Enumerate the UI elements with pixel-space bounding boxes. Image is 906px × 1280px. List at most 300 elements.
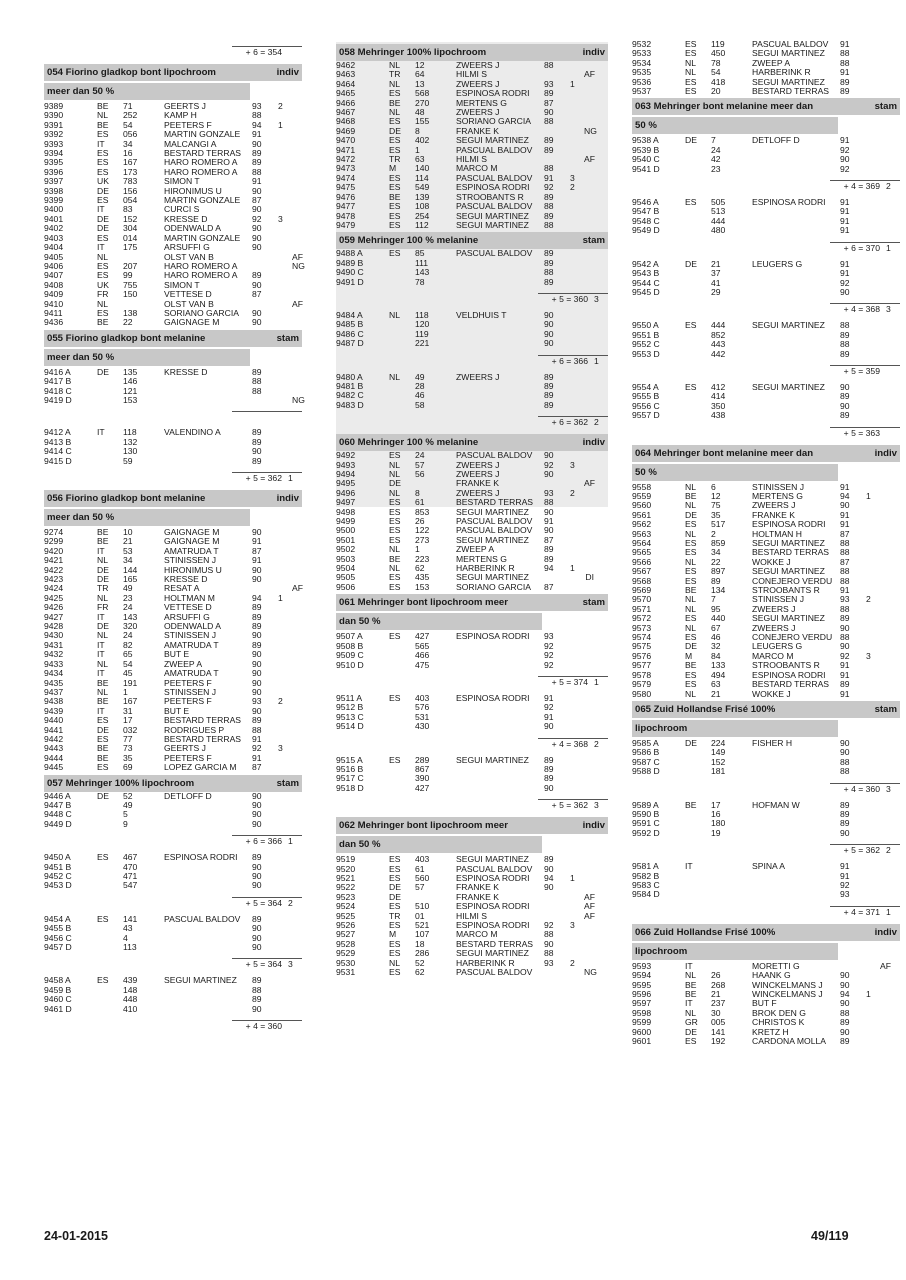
team-total bbox=[44, 468, 302, 484]
cell-country: IT bbox=[685, 998, 693, 1009]
cell-id: 9450 A bbox=[44, 852, 71, 863]
team-total bbox=[336, 289, 608, 305]
cell-id: 9455 B bbox=[44, 923, 72, 934]
cell-ring bbox=[711, 890, 752, 899]
cell-ring: 49 bbox=[123, 583, 133, 594]
cell-ring: 82 bbox=[123, 639, 133, 650]
cell-country: ES bbox=[97, 852, 109, 863]
cell-id: 9513 C bbox=[336, 711, 364, 722]
cell-flag bbox=[880, 739, 890, 748]
cell-flag bbox=[880, 198, 890, 207]
total-score: + 5 = 363 bbox=[843, 427, 880, 438]
cell-rank bbox=[278, 396, 292, 405]
cell-points: 87 bbox=[252, 545, 262, 556]
cell-id: 9517 C bbox=[336, 773, 364, 784]
cell-rank bbox=[570, 784, 584, 793]
cell-ring: 783 bbox=[123, 176, 138, 187]
cell-country bbox=[685, 340, 711, 349]
total-rank: 2 bbox=[886, 845, 891, 856]
cell-flag bbox=[584, 536, 594, 545]
cell-rank bbox=[278, 187, 292, 196]
cell-ring: 31 bbox=[123, 705, 133, 716]
cell-id: 9420 bbox=[44, 545, 64, 556]
total-score: + 4 = 371 bbox=[843, 906, 880, 917]
cell-id: 9406 bbox=[44, 260, 64, 271]
cell-breeder bbox=[456, 401, 544, 410]
cell-breeder bbox=[456, 651, 544, 660]
cell-breeder: ESPINOSA RODRI bbox=[456, 920, 530, 930]
cell-ring: 427 bbox=[415, 631, 430, 642]
cell-flag bbox=[584, 661, 594, 670]
cell-breeder: VETTESE D bbox=[164, 602, 212, 613]
cell-ring: 1 bbox=[123, 686, 128, 697]
cell-ring: 20 bbox=[711, 86, 721, 97]
cell-points: 89 bbox=[840, 799, 850, 810]
result-row bbox=[44, 457, 302, 466]
cell-ring: 67 bbox=[711, 622, 721, 633]
cell-flag bbox=[584, 930, 594, 939]
cell-breeder: CHRISTOS K bbox=[752, 1017, 805, 1028]
cell-points: 90 bbox=[840, 998, 850, 1009]
total-score: + 5 = 362 bbox=[245, 473, 282, 483]
result-row bbox=[44, 943, 302, 952]
cell-country: ES bbox=[97, 129, 109, 140]
result-row bbox=[44, 377, 302, 386]
cell-ring: 268 bbox=[711, 979, 726, 990]
cell-country bbox=[97, 438, 123, 447]
cell-country: DE bbox=[685, 509, 697, 520]
cell-flag bbox=[880, 226, 890, 235]
cell-points: 90 bbox=[840, 622, 850, 633]
cell-points: 91 bbox=[252, 176, 262, 187]
cell-rank bbox=[278, 447, 292, 456]
total-score: + 4 = 360 bbox=[843, 783, 880, 794]
cell-country: DE bbox=[97, 564, 109, 575]
cell-id: 9576 bbox=[632, 650, 652, 661]
cell-rank bbox=[866, 59, 880, 68]
cell-rank: 2 bbox=[570, 957, 575, 968]
cell-country: ES bbox=[685, 566, 697, 577]
cell-points: 92 bbox=[252, 213, 262, 224]
cell-points: 89 bbox=[840, 348, 850, 359]
section-title: 061 Mehringer bont lipochroom meer bbox=[339, 597, 508, 609]
cell-ring: 560 bbox=[415, 872, 430, 883]
cell-country: DE bbox=[97, 213, 109, 224]
cell-ring: 62 bbox=[415, 563, 425, 574]
cell-id: 9468 bbox=[336, 116, 356, 127]
cell-rank: 3 bbox=[570, 920, 575, 930]
result-row bbox=[336, 968, 608, 977]
cell-country: BE bbox=[97, 696, 109, 707]
cell-breeder bbox=[752, 402, 840, 411]
result-row bbox=[632, 690, 900, 699]
total-score: + 5 = 364 bbox=[245, 897, 282, 908]
cell-points: 89 bbox=[252, 975, 262, 986]
cell-breeder bbox=[164, 1005, 252, 1014]
section-type-tag: indiv bbox=[582, 47, 605, 58]
cell-country bbox=[389, 259, 415, 268]
cell-breeder: ESPINOSA RODRI bbox=[456, 872, 530, 883]
cell-flag bbox=[292, 428, 302, 437]
cell-breeder bbox=[456, 382, 544, 391]
cell-rank bbox=[278, 924, 292, 933]
total-block bbox=[222, 954, 302, 970]
cell-country bbox=[685, 350, 711, 359]
cell-ring: 165 bbox=[123, 574, 138, 585]
cell-breeder: STINISSEN J bbox=[752, 481, 805, 492]
cell-ring: 35 bbox=[711, 509, 721, 520]
cell-points: 88 bbox=[840, 538, 850, 548]
total-values bbox=[222, 47, 302, 58]
cell-points: 90 bbox=[840, 737, 850, 748]
cell-id: 9411 bbox=[44, 307, 63, 318]
cell-flag bbox=[292, 622, 302, 631]
cell-id: 9561 bbox=[632, 509, 652, 520]
cell-country: DE bbox=[685, 135, 697, 146]
cell-id: 9447 B bbox=[44, 799, 72, 810]
cell-flag bbox=[292, 205, 302, 214]
cell-ring: 24 bbox=[123, 630, 133, 641]
cell-rank bbox=[866, 269, 880, 278]
total-values bbox=[528, 800, 608, 811]
cell-flag bbox=[584, 703, 594, 712]
cell-breeder: FISHER H bbox=[752, 737, 793, 748]
cell-country: NL bbox=[685, 594, 696, 605]
cell-ring: 26 bbox=[415, 516, 425, 527]
cell-country: ES bbox=[389, 201, 401, 212]
cell-breeder: LEUGERS G bbox=[752, 641, 803, 652]
cell-country: ES bbox=[97, 975, 109, 986]
cell-flag bbox=[292, 368, 302, 377]
total-values bbox=[820, 366, 900, 377]
cell-rank bbox=[866, 872, 880, 881]
cell-flag bbox=[584, 451, 594, 460]
cell-flag bbox=[584, 940, 594, 949]
cell-breeder bbox=[752, 165, 840, 174]
cell-flag bbox=[292, 697, 302, 706]
total-score: + 6 = 354 bbox=[245, 47, 282, 57]
cell-id: 9399 bbox=[44, 195, 64, 206]
cell-country: DE bbox=[97, 223, 109, 234]
result-row bbox=[632, 321, 900, 330]
cell-country: NL bbox=[685, 622, 696, 633]
cell-rank bbox=[278, 986, 292, 995]
cell-rank bbox=[866, 862, 880, 871]
cell-country: BE bbox=[97, 536, 109, 547]
cell-breeder: SEGUI MARTINEZ bbox=[456, 948, 529, 959]
cell-country: IT bbox=[97, 705, 105, 716]
cell-points: 94 bbox=[544, 872, 554, 883]
cell-country bbox=[685, 217, 711, 226]
cell-points: 92 bbox=[840, 277, 850, 288]
cell-points: 90 bbox=[252, 138, 262, 149]
cell-breeder: STINISSEN J bbox=[164, 686, 217, 697]
cell-points: 88 bbox=[840, 603, 850, 614]
cell-country bbox=[685, 402, 711, 411]
cell-breeder: HILMI S bbox=[456, 154, 488, 165]
result-row bbox=[632, 1037, 900, 1046]
cell-points: 94 bbox=[252, 592, 262, 603]
result-row bbox=[632, 411, 900, 420]
cell-country: ES bbox=[389, 692, 401, 703]
cell-points: 88 bbox=[840, 48, 850, 59]
cell-id: 9421 bbox=[44, 555, 64, 566]
section-subtitle: lipochroom bbox=[632, 943, 838, 960]
cell-rank bbox=[866, 146, 880, 155]
cell-points bbox=[252, 396, 278, 405]
cell-id: 9595 bbox=[632, 979, 652, 990]
cell-breeder: KAMP H bbox=[164, 110, 197, 121]
cell-ring: 466 bbox=[415, 650, 430, 661]
cell-breeder bbox=[164, 820, 252, 829]
cell-country bbox=[685, 331, 711, 340]
cell-breeder bbox=[164, 986, 252, 995]
cell-id: 9486 C bbox=[336, 328, 364, 339]
cell-ring: 23 bbox=[711, 163, 721, 174]
cell-points: 90 bbox=[840, 154, 850, 165]
cell-breeder: FRANKE K bbox=[752, 509, 795, 520]
cell-country: DE bbox=[389, 882, 401, 893]
cell-id: 9591 C bbox=[632, 818, 660, 829]
cell-rank bbox=[278, 915, 292, 924]
cell-breeder bbox=[456, 784, 544, 793]
cell-country: BE bbox=[685, 660, 697, 671]
cell-rank bbox=[570, 526, 584, 535]
cell-points: 89 bbox=[252, 621, 262, 632]
cell-ring: 61 bbox=[415, 863, 425, 874]
cell-rank bbox=[570, 902, 584, 911]
cell-flag: NG bbox=[292, 394, 305, 405]
cell-ring: 16 bbox=[123, 148, 133, 159]
section-header bbox=[44, 64, 302, 81]
cell-breeder bbox=[164, 438, 252, 447]
cell-breeder: CONEJERO VERDU bbox=[752, 632, 833, 643]
cell-breeder: PEETERS F bbox=[164, 696, 212, 707]
cell-ring: 148 bbox=[123, 984, 138, 995]
result-row bbox=[336, 722, 608, 731]
cell-ring: 005 bbox=[711, 1017, 726, 1028]
cell-flag bbox=[880, 872, 890, 881]
total-block bbox=[222, 42, 302, 58]
cell-breeder: SEGUI MARTINEZ bbox=[456, 219, 529, 230]
cell-rank bbox=[866, 567, 880, 576]
section-title: 064 Mehringer bont melanine meer dan bbox=[635, 447, 814, 459]
cell-rank bbox=[866, 331, 880, 340]
cell-id: 9443 bbox=[44, 743, 64, 754]
cell-id: 9601 bbox=[632, 1036, 652, 1047]
cell-rank bbox=[866, 207, 880, 216]
cell-country bbox=[97, 377, 123, 386]
cell-ring: 859 bbox=[711, 538, 726, 548]
cell-flag bbox=[584, 99, 594, 108]
cell-points bbox=[252, 253, 278, 262]
cell-rank bbox=[866, 383, 880, 392]
cell-id: 9481 B bbox=[336, 380, 364, 391]
result-row bbox=[44, 863, 302, 872]
cell-breeder bbox=[456, 320, 544, 329]
section-subtitle: meer dan 50 % bbox=[44, 349, 250, 366]
cell-flag bbox=[584, 174, 594, 183]
cell-flag bbox=[880, 558, 890, 567]
cell-rank bbox=[866, 539, 880, 548]
cell-flag bbox=[880, 990, 890, 999]
cell-id: 9569 bbox=[632, 585, 652, 596]
cell-id: 9520 bbox=[336, 863, 356, 874]
result-row bbox=[632, 758, 900, 767]
cell-breeder: ODENWALD A bbox=[164, 621, 221, 632]
cell-country: BE bbox=[389, 97, 401, 108]
cell-rank bbox=[278, 1005, 292, 1014]
cell-breeder: ARSUFFI G bbox=[164, 242, 210, 253]
cell-country bbox=[97, 1005, 123, 1014]
cell-breeder bbox=[752, 767, 840, 776]
cell-points: 90 bbox=[252, 630, 262, 641]
cell-flag bbox=[584, 632, 594, 641]
cell-breeder: MARTIN GONZALE bbox=[164, 129, 241, 140]
cell-id: 9536 bbox=[632, 76, 652, 87]
cell-country: BE bbox=[97, 743, 109, 754]
result-row bbox=[336, 221, 608, 230]
cell-country: NL bbox=[685, 500, 696, 511]
result-row bbox=[336, 401, 608, 410]
total-values bbox=[820, 907, 900, 918]
cell-points: 89 bbox=[252, 148, 262, 159]
cell-id: 9521 bbox=[336, 872, 356, 883]
cell-country: NL bbox=[97, 251, 108, 262]
cell-flag: AF bbox=[584, 891, 595, 902]
cell-ring: 21 bbox=[711, 688, 721, 699]
cell-rank: 1 bbox=[570, 78, 575, 89]
cell-flag bbox=[880, 392, 890, 401]
cell-ring: 418 bbox=[711, 76, 726, 87]
cell-country: NL bbox=[389, 60, 400, 70]
cell-breeder: FRANKE K bbox=[456, 882, 499, 893]
cell-id: 9466 bbox=[336, 97, 356, 108]
cell-rank bbox=[866, 680, 880, 689]
cell-id: 9475 bbox=[336, 182, 356, 193]
cell-breeder: ZWEERS J bbox=[456, 459, 500, 470]
cell-points: 91 bbox=[252, 733, 262, 744]
cell-rank bbox=[866, 661, 880, 670]
result-row bbox=[336, 642, 608, 651]
cell-id: 9414 C bbox=[44, 446, 72, 457]
cell-ring: 139 bbox=[415, 191, 430, 202]
cell-flag bbox=[584, 401, 594, 410]
total-score: + 5 = 364 bbox=[245, 959, 282, 970]
cell-breeder bbox=[456, 642, 544, 651]
cell-flag bbox=[880, 269, 890, 278]
cell-rank: 1 bbox=[866, 490, 871, 501]
cell-country: BE bbox=[97, 527, 109, 537]
cell-country: ES bbox=[685, 1036, 697, 1047]
cell-rank bbox=[866, 758, 880, 767]
cell-points: 90 bbox=[252, 242, 262, 253]
cell-breeder: SEGUI MARTINEZ bbox=[456, 572, 529, 583]
cell-ring: 181 bbox=[711, 766, 726, 777]
cell-country bbox=[685, 767, 711, 776]
cell-points: 90 bbox=[252, 677, 262, 688]
cell-country bbox=[97, 863, 123, 872]
cell-rank bbox=[570, 212, 584, 221]
cell-ring: 17 bbox=[711, 799, 721, 810]
cell-breeder: BESTARD TERRAS bbox=[752, 86, 830, 97]
cell-ring: 69 bbox=[123, 762, 133, 773]
cell-flag: AF bbox=[584, 901, 595, 912]
cell-ring: 470 bbox=[123, 861, 138, 872]
cell-flag bbox=[880, 586, 890, 595]
team-total bbox=[632, 299, 900, 315]
cell-ring: 23 bbox=[123, 592, 133, 603]
cell-id: 9504 bbox=[336, 563, 356, 574]
cell-flag bbox=[880, 501, 890, 510]
total-block bbox=[528, 351, 608, 367]
team-total bbox=[336, 672, 608, 688]
section-subtitle-wrap bbox=[632, 462, 900, 483]
cell-points: 89 bbox=[544, 399, 554, 410]
cell-points: 90 bbox=[252, 871, 262, 881]
cell-breeder: PASCUAL BALDOV bbox=[456, 144, 533, 155]
cell-points: 91 bbox=[840, 669, 850, 680]
cell-ring: 19 bbox=[711, 827, 721, 838]
cell-flag bbox=[880, 520, 890, 529]
cell-id: 9519 bbox=[336, 854, 356, 865]
cell-ring: 24 bbox=[415, 450, 425, 461]
cell-ring: 54 bbox=[123, 119, 133, 130]
cell-breeder: ESPINOSA RODRI bbox=[752, 669, 826, 680]
cell-country bbox=[97, 387, 123, 396]
result-row bbox=[632, 862, 900, 871]
cell-breeder: PEETERS F bbox=[164, 677, 212, 688]
section-type-tag: stam bbox=[276, 777, 299, 789]
cell-country: DE bbox=[685, 737, 697, 748]
cell-id: 9537 bbox=[632, 86, 652, 97]
cell-rank bbox=[278, 281, 292, 290]
total-block bbox=[222, 831, 302, 847]
cell-id: 9572 bbox=[632, 613, 652, 624]
cell-ring: 83 bbox=[123, 204, 133, 215]
cell-flag bbox=[292, 130, 302, 139]
cell-breeder: SEGUI MARTINEZ bbox=[752, 48, 825, 59]
cell-id: 9501 bbox=[336, 534, 356, 545]
cell-ring: 467 bbox=[123, 852, 138, 863]
cell-points: 88 bbox=[544, 201, 554, 212]
cell-country: ES bbox=[389, 525, 401, 536]
cell-id: 9550 A bbox=[632, 320, 659, 331]
cell-ring: 12 bbox=[711, 490, 721, 501]
result-row bbox=[44, 792, 302, 801]
cell-points: 89 bbox=[252, 994, 262, 1005]
cell-ring: 48 bbox=[415, 107, 425, 118]
team-total bbox=[632, 840, 900, 856]
result-row bbox=[336, 278, 608, 287]
cell-id: 9559 bbox=[632, 490, 652, 501]
cell-flag bbox=[880, 1037, 890, 1046]
cell-id: 9460 C bbox=[44, 994, 72, 1005]
cell-country: NL bbox=[97, 686, 108, 697]
cell-id: 9525 bbox=[336, 910, 356, 921]
cell-flag bbox=[584, 713, 594, 722]
cell-ring: 167 bbox=[123, 157, 138, 168]
total-values bbox=[820, 428, 900, 439]
cell-id: 9564 bbox=[632, 538, 652, 548]
cell-ring: 450 bbox=[711, 48, 726, 59]
result-row bbox=[632, 890, 900, 899]
cell-points: 87 bbox=[252, 195, 262, 206]
cell-points: 90 bbox=[252, 232, 262, 243]
cell-rank bbox=[866, 548, 880, 557]
total-values bbox=[222, 836, 302, 847]
cell-flag bbox=[880, 624, 890, 633]
